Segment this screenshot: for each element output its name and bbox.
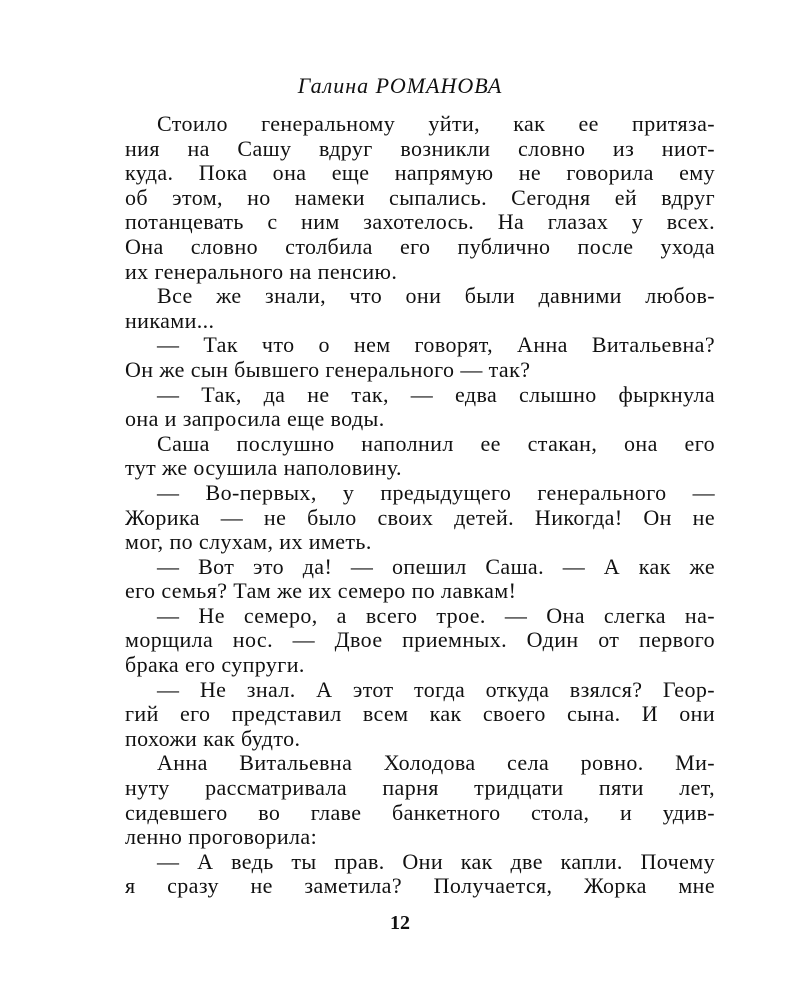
text-line: — Не семеро, а всего трое. — Она слегка на-: [157, 602, 715, 628]
text-line: Он же сын бывшего генерального — так?: [125, 356, 531, 382]
text-line: — Во-первых, у предыдущего генерального —: [157, 479, 715, 505]
text-line: никами...: [125, 307, 215, 333]
text-line: Она словно столбила его публично после ухода: [125, 233, 715, 259]
text-line: — Вот это да! — опешил Саша. — А как же: [157, 553, 715, 579]
text-line: морщила нос. — Двое приемных. Один от первого: [125, 627, 715, 653]
text-line: — Так, да не так, — едва слышно фыркнула: [157, 381, 715, 407]
text-line: похожи как будто.: [125, 725, 301, 751]
text-line: — Не знал. А этот тогда откуда взялся? Геор-: [157, 676, 715, 702]
running-header: Галина РОМАНОВА: [297, 73, 503, 98]
text-line: Жорика — не было своих детей. Никогда! Он не: [125, 504, 715, 530]
text-line: — А ведь ты прав. Они как две капли. Почему: [157, 848, 715, 874]
text-line: ния на Сашу вдруг возникли словно из ниот-: [125, 135, 715, 161]
text-line: потанцевать с ним захотелось. На глазах у всех.: [125, 209, 715, 235]
text-line: я сразу не заметила? Получается, Жорка мне: [125, 873, 715, 899]
text-line: тут же осушила наполовину.: [125, 455, 402, 481]
text-line: сидевшего во главе банкетного стола, и удив-: [125, 799, 715, 825]
text-line: — Так что о нем говорят, Анна Витальевна?: [157, 332, 715, 358]
text-line: нуту рассматривала парня тридцати пяти лет,: [125, 775, 715, 801]
text-line: Саша послушно наполнил ее стакан, она его: [157, 430, 715, 456]
text-line: она и запросила еще воды.: [125, 406, 385, 432]
text-line: их генерального на пенсию.: [125, 258, 398, 284]
text-line: об этом, но намеки сыпались. Сегодня ей вдруг: [125, 184, 715, 210]
text-line: Анна Витальевна Холодова села ровно. Ми-: [157, 750, 715, 776]
page-number: 12: [390, 912, 410, 934]
text-line: мог, по слухам, их иметь.: [125, 529, 372, 555]
text-line: куда. Пока она еще напрямую не говорила ему: [125, 160, 715, 186]
text-line: Стоило генеральному уйти, как ее притяза-: [157, 111, 715, 136]
text-line: его семья? Там же их семеро по лавкам!: [125, 578, 517, 604]
text-line: ленно проговорила:: [125, 824, 318, 850]
text-line: гий его представил всем как своего сына. И они: [125, 701, 715, 727]
text-line: брака его супруги.: [125, 652, 305, 678]
text-line: Все же знали, что они были давними любов-: [157, 283, 715, 309]
book-text: [125, 112, 715, 899]
